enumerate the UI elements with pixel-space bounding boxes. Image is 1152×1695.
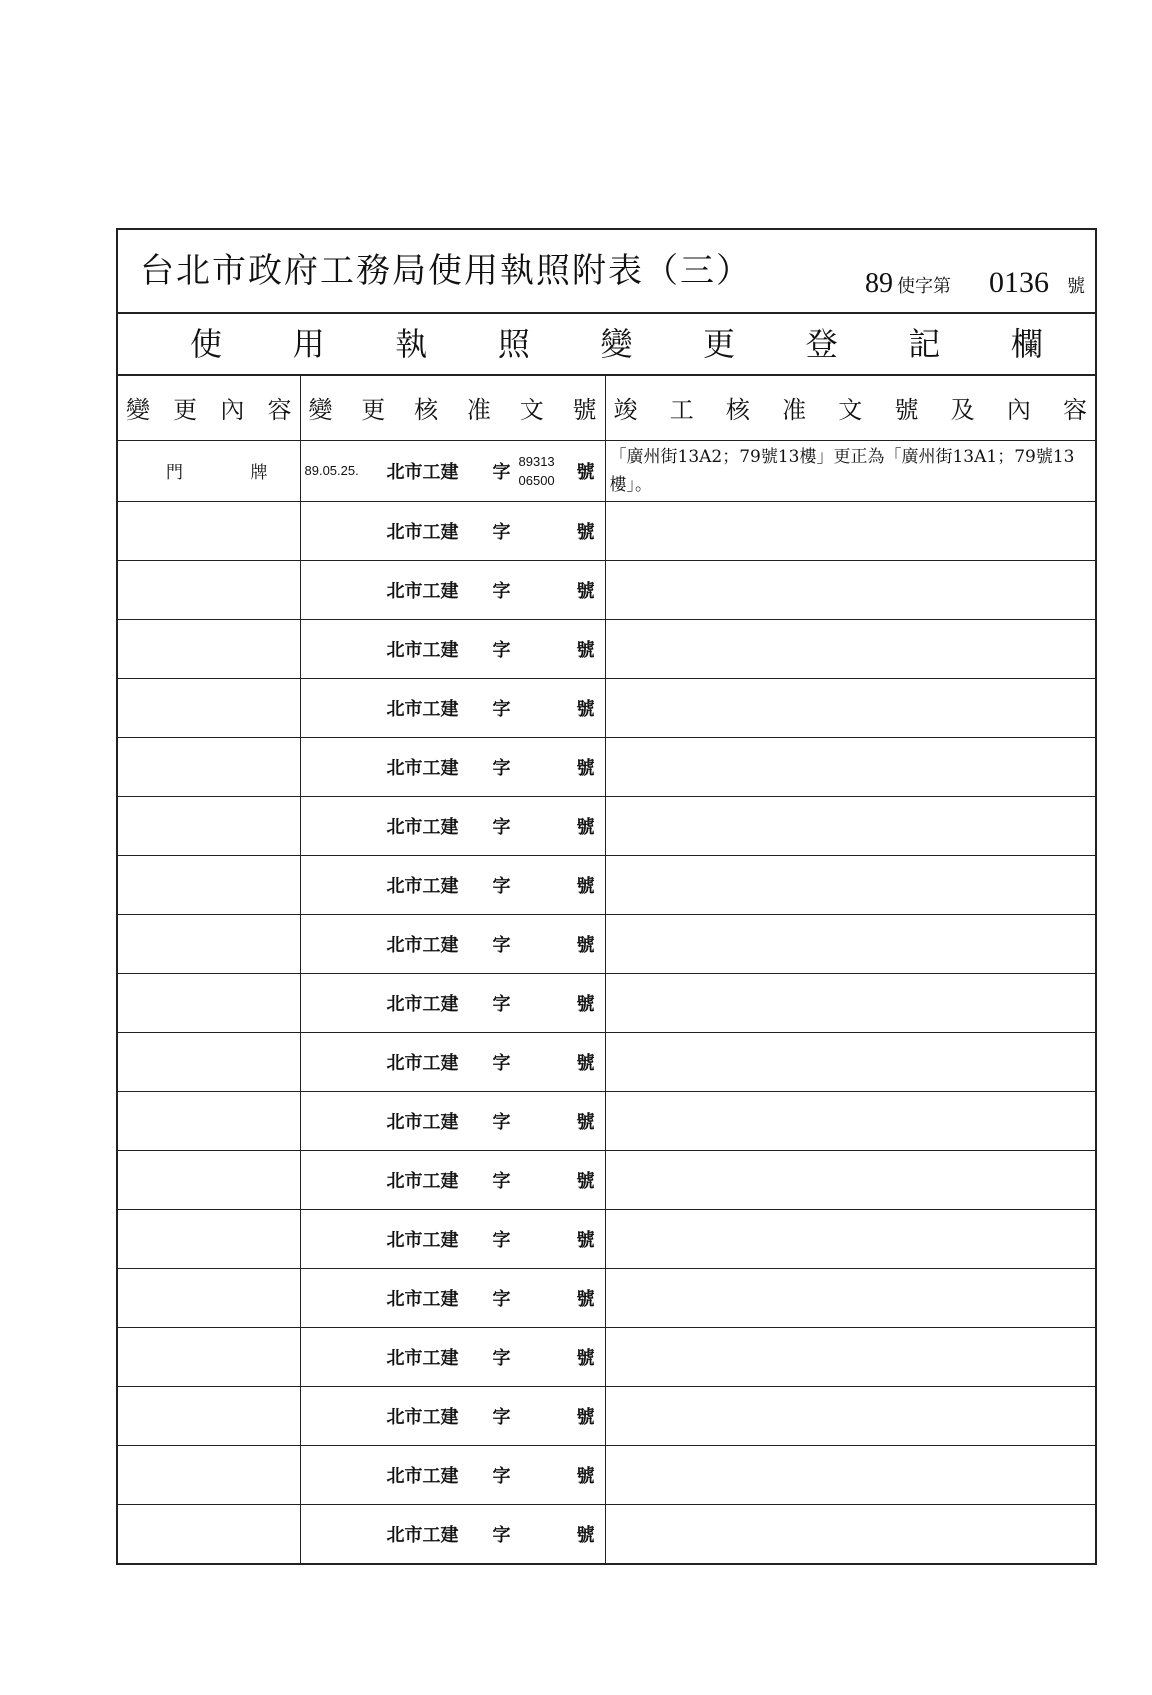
- header-change-approval-ref: [300, 376, 605, 440]
- header-char: 准: [466, 396, 491, 425]
- table-row: [118, 973, 1095, 1032]
- completion-content-text: [606, 529, 1096, 533]
- table-row: [118, 1445, 1095, 1504]
- approval-zi: 字: [492, 1170, 511, 1192]
- approval-zi: 字: [492, 1229, 511, 1251]
- section-heading-char: 使: [190, 325, 223, 363]
- approval-hao: 號: [576, 1052, 595, 1074]
- change-item-cell: [118, 973, 300, 1032]
- approval-authority: 北市工建: [386, 757, 459, 779]
- approval-authority: 北市工建: [386, 698, 459, 720]
- approval-ref-cell: [300, 560, 605, 619]
- completion-content-text: 「廣州街13A2；79號13樓」更正為「廣州街13A1；79號13樓」。: [609, 446, 1075, 495]
- completion-content-text: [606, 1532, 1096, 1536]
- completion-content-text: [606, 1355, 1096, 1359]
- completion-content-text: [606, 1296, 1096, 1300]
- completion-content-cell: [605, 619, 1095, 678]
- approval-ref-cell: [300, 973, 605, 1032]
- approval-number: [519, 452, 555, 490]
- approval-hao: 號: [576, 461, 595, 483]
- change-item-text: 門: [166, 463, 183, 483]
- approval-zi: 字: [492, 1288, 511, 1310]
- completion-content-text: [606, 1119, 1096, 1123]
- approval-zi: 字: [492, 816, 511, 838]
- table-row: [118, 1504, 1095, 1563]
- table-row: [118, 560, 1095, 619]
- section-heading-char: 記: [908, 325, 941, 363]
- table-row: [118, 619, 1095, 678]
- approval-zi: 字: [492, 639, 511, 661]
- approval-ref-cell: [300, 440, 605, 501]
- change-item-cell: [118, 1504, 300, 1563]
- completion-content-cell: [605, 560, 1095, 619]
- change-item-cell: [118, 619, 300, 678]
- completion-content-text: [606, 706, 1096, 710]
- approval-ref-cell: [300, 1327, 605, 1386]
- approval-zi: 字: [492, 698, 511, 720]
- approval-authority: 北市工建: [386, 1229, 459, 1251]
- header-char: 工: [669, 396, 694, 425]
- section-heading-char: 變: [600, 325, 633, 363]
- header-char: 號: [572, 396, 597, 425]
- permit-hao: 號: [1067, 276, 1085, 297]
- approval-authority: 北市工建: [386, 580, 459, 602]
- change-item-cell: [118, 1150, 300, 1209]
- section-heading-char: 照: [497, 325, 530, 363]
- table-row: [118, 1268, 1095, 1327]
- approval-authority: 北市工建: [386, 1524, 459, 1546]
- change-item-cell: [118, 1327, 300, 1386]
- header-char: 及: [950, 396, 975, 425]
- approval-ref-cell: [300, 1091, 605, 1150]
- change-item-cell: [118, 1386, 300, 1445]
- approval-zi: 字: [492, 757, 511, 779]
- approval-authority: 北市工建: [386, 1465, 459, 1487]
- header-completion-approval-ref: [605, 376, 1095, 440]
- completion-content-cell: [605, 1386, 1095, 1445]
- completion-content-cell: [605, 1209, 1095, 1268]
- header-char: 變: [308, 396, 333, 425]
- completion-content-text: [606, 1473, 1096, 1477]
- approval-zi: 字: [492, 1052, 511, 1074]
- approval-authority: 北市工建: [386, 1347, 459, 1369]
- completion-content-cell: [605, 914, 1095, 973]
- approval-ref-cell: [300, 1209, 605, 1268]
- change-item-cell: [118, 737, 300, 796]
- approval-zi: 字: [492, 1524, 511, 1546]
- approval-number-line1: 89313: [518, 453, 555, 469]
- header-char: 文: [519, 396, 544, 425]
- approval-zi: 字: [492, 1406, 511, 1428]
- completion-content-cell: [605, 796, 1095, 855]
- change-item-cell: [118, 560, 300, 619]
- permit-word: 使字第: [897, 276, 951, 297]
- completion-content-text: [606, 765, 1096, 769]
- permit-number: 0136: [989, 266, 1049, 299]
- completion-content-cell: [605, 737, 1095, 796]
- approval-zi: 字: [492, 521, 511, 543]
- completion-content-cell: [605, 1327, 1095, 1386]
- completion-content-cell: [605, 1445, 1095, 1504]
- completion-content-text: [606, 883, 1096, 887]
- completion-content-text: [606, 588, 1096, 592]
- completion-content-cell: [605, 501, 1095, 560]
- approval-ref-cell: [300, 1268, 605, 1327]
- table-row: [118, 1150, 1095, 1209]
- permit-number-block: [865, 266, 1085, 300]
- completion-content-cell: [605, 973, 1095, 1032]
- approval-hao: 號: [576, 639, 595, 661]
- approval-authority: 北市工建: [386, 1288, 459, 1310]
- change-item-cell: [118, 796, 300, 855]
- approval-ref-cell: [300, 1150, 605, 1209]
- approval-zi: 字: [492, 993, 511, 1015]
- change-item-cell: [118, 501, 300, 560]
- header-char: 更: [173, 396, 198, 425]
- change-item-text: 牌: [250, 463, 268, 483]
- table-row: [118, 855, 1095, 914]
- completion-content-text: [606, 1237, 1096, 1241]
- table-row: [118, 501, 1095, 560]
- approval-zi: 字: [492, 461, 511, 483]
- approval-zi: 字: [492, 1111, 511, 1133]
- table-row: [118, 914, 1095, 973]
- approval-hao: 號: [576, 521, 595, 543]
- completion-content-cell: [605, 1091, 1095, 1150]
- section-heading-char: 登: [805, 325, 838, 363]
- approval-ref-cell: [300, 1504, 605, 1563]
- change-item-cell: [118, 914, 300, 973]
- approval-ref-cell: [300, 914, 605, 973]
- approval-authority: 北市工建: [386, 875, 459, 897]
- approval-authority: 北市工建: [386, 1052, 459, 1074]
- approval-ref-cell: [300, 678, 605, 737]
- permit-year: 89: [865, 268, 893, 299]
- completion-content-text: [606, 1414, 1096, 1418]
- change-item-cell: [118, 1268, 300, 1327]
- approval-authority: 北市工建: [386, 1111, 459, 1133]
- approval-ref-cell: [300, 501, 605, 560]
- approval-authority: 北市工建: [386, 1406, 459, 1428]
- approval-zi: 字: [492, 580, 511, 602]
- approval-zi: 字: [492, 875, 511, 897]
- approval-hao: 號: [576, 1229, 595, 1251]
- approval-hao: 號: [576, 875, 595, 897]
- table-row: [118, 678, 1095, 737]
- approval-ref-cell: [300, 855, 605, 914]
- approval-authority: 北市工建: [386, 934, 459, 956]
- change-registry-table: [118, 376, 1095, 1563]
- approval-hao: 號: [576, 757, 595, 779]
- change-item-cell: [118, 1209, 300, 1268]
- section-heading-char: 執: [395, 325, 428, 363]
- section-heading: [118, 314, 1095, 376]
- change-item-cell: [118, 1445, 300, 1504]
- change-item-cell: [118, 678, 300, 737]
- header-char: 核: [414, 396, 439, 425]
- completion-content-text: [606, 647, 1096, 651]
- approval-hao: 號: [576, 1465, 595, 1487]
- header-char: 更: [361, 396, 386, 425]
- approval-ref-cell: [300, 619, 605, 678]
- completion-content-text: [606, 1060, 1096, 1064]
- change-item-cell: [118, 440, 300, 501]
- approval-hao: 號: [576, 1111, 595, 1133]
- completion-content-text: [606, 1178, 1096, 1182]
- approval-hao: 號: [576, 1524, 595, 1546]
- change-item-cell: [118, 1032, 300, 1091]
- completion-content-cell: [605, 1032, 1095, 1091]
- completion-content-text: [606, 824, 1096, 828]
- approval-hao: 號: [576, 1288, 595, 1310]
- table-row: [118, 1327, 1095, 1386]
- completion-content-cell: [605, 440, 1095, 501]
- completion-content-cell: [605, 678, 1095, 737]
- approval-date: 89.05.25.: [304, 463, 359, 478]
- approval-authority: 北市工建: [386, 816, 459, 838]
- title-row: [118, 230, 1095, 314]
- approval-hao: 號: [576, 1170, 595, 1192]
- completion-content-cell: [605, 1504, 1095, 1563]
- approval-hao: 號: [576, 1347, 595, 1369]
- approval-hao: 號: [576, 816, 595, 838]
- table-row: [118, 1032, 1095, 1091]
- change-item-cell: [118, 1091, 300, 1150]
- form-title: 台北市政府工務局使用執照附表（三）: [140, 251, 752, 291]
- section-heading-char: 欄: [1010, 325, 1043, 363]
- approval-authority: 北市工建: [386, 521, 459, 543]
- approval-zi: 字: [492, 1347, 511, 1369]
- approval-authority: 北市工建: [386, 639, 459, 661]
- header-change-content: [118, 376, 300, 440]
- approval-ref-cell: [300, 796, 605, 855]
- completion-content-text: [606, 1001, 1096, 1005]
- approval-hao: 號: [576, 993, 595, 1015]
- table-row: [118, 1209, 1095, 1268]
- approval-hao: 號: [576, 580, 595, 602]
- approval-number-line2: 06500: [518, 472, 555, 488]
- approval-hao: 號: [576, 698, 595, 720]
- section-heading-char: 用: [292, 325, 325, 363]
- header-char: 文: [838, 396, 863, 425]
- approval-ref-cell: [300, 1386, 605, 1445]
- approval-ref-cell: [300, 737, 605, 796]
- approval-ref-cell: [300, 1445, 605, 1504]
- table-row: [118, 440, 1095, 501]
- header-char: 內: [220, 396, 245, 425]
- change-item-cell: [118, 855, 300, 914]
- table-row: [118, 1091, 1095, 1150]
- header-char: 容: [1063, 396, 1087, 425]
- completion-content-cell: [605, 1268, 1095, 1327]
- approval-hao: 號: [576, 934, 595, 956]
- header-char: 核: [725, 396, 750, 425]
- completion-content-cell: [605, 855, 1095, 914]
- approval-ref-cell: [300, 1032, 605, 1091]
- header-char: 准: [782, 396, 807, 425]
- header-char: 內: [1006, 396, 1031, 425]
- completion-content-text: [606, 942, 1096, 946]
- approval-authority: 北市工建: [386, 461, 459, 483]
- approval-authority: 北市工建: [386, 1170, 459, 1192]
- approval-hao: 號: [576, 1406, 595, 1428]
- completion-content-cell: [605, 1150, 1095, 1209]
- table-header-row: [118, 376, 1095, 440]
- table-row: [118, 1386, 1095, 1445]
- usage-permit-attachment-form: [116, 228, 1097, 1565]
- header-char: 變: [126, 396, 150, 425]
- approval-zi: 字: [492, 934, 511, 956]
- section-heading-char: 更: [703, 325, 736, 363]
- header-char: 號: [894, 396, 919, 425]
- header-char: 容: [267, 396, 292, 425]
- table-row: [118, 737, 1095, 796]
- approval-zi: 字: [492, 1465, 511, 1487]
- header-char: 竣: [613, 396, 638, 425]
- table-row: [118, 796, 1095, 855]
- approval-authority: 北市工建: [386, 993, 459, 1015]
